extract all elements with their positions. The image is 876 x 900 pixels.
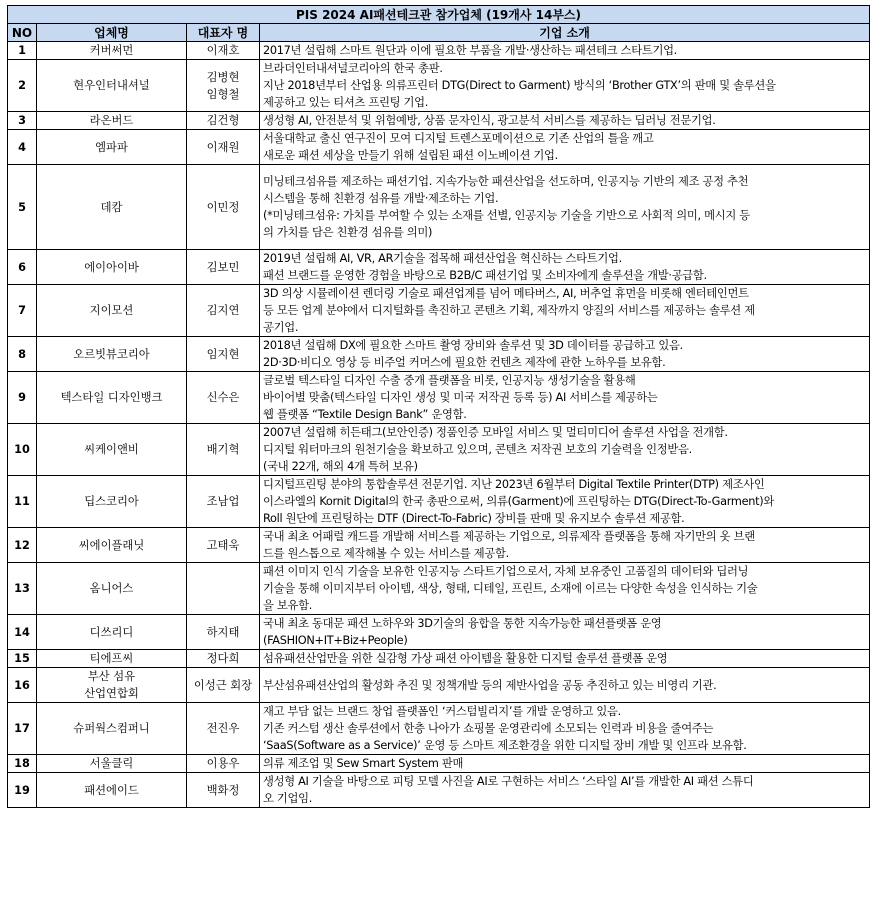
company-name: 딥스코리아 (84, 495, 139, 508)
description-line: (국내 22개, 해외 4개 특허 보유) (263, 460, 418, 473)
representative-cell (187, 42, 260, 60)
company-description-cell (260, 668, 870, 703)
company-name-cell (37, 528, 187, 563)
representative-cell (187, 668, 260, 703)
table-row (8, 650, 870, 668)
company-description-cell (260, 476, 870, 528)
description-line: 디지털 워터마크의 원천기술을 확보하고 있으며, 콘텐츠 저작권 보호의 기술력을 인정받음. (263, 443, 692, 456)
company-description-cell (260, 773, 870, 808)
company-name: 지이모션 (89, 304, 134, 317)
representative-cell (187, 130, 260, 165)
company-name: 부산 섬유 (87, 670, 136, 683)
description-line: 3D 의상 시뮬레이션 렌더링 기술로 패션업계를 넘어 메타버스, AI, 버추얼 휴먼을 비롯해 엔터테인먼트 (263, 287, 749, 300)
company-name: 데캄 (100, 200, 123, 214)
row-number: 8 (8, 337, 37, 372)
company-name-cell (37, 250, 187, 285)
header-rep: 대표자 명 (187, 24, 260, 42)
company-name-cell (37, 424, 187, 476)
representative-cell (187, 372, 260, 424)
company-name-cell (37, 476, 187, 528)
representative-cell (187, 755, 260, 773)
company-name-cell (37, 668, 187, 703)
table-row (8, 60, 870, 112)
company-name-cell (37, 285, 187, 337)
company-name: 에이아이바 (84, 260, 139, 274)
exhibitor-table (7, 5, 870, 808)
company-description-cell (260, 563, 870, 615)
representative-cell (187, 112, 260, 130)
company-name: 디쓰리디 (89, 625, 134, 639)
representative-cell (187, 476, 260, 528)
description-line: 패션 이미지 인식 기술을 보유한 인공지능 스타트기업으로서, 자체 보유중인 고품질의 데이터와 딥러닝 (263, 565, 749, 578)
company-name-cell (37, 42, 187, 60)
representative-name: 김지연 (206, 304, 240, 317)
row-number: 10 (8, 424, 37, 476)
representative-name: 이용우 (206, 757, 240, 770)
description-line: 글로벌 텍스타일 디자인 수출 중개 플랫폼을 비롯, 인공지능 생성기술을 활용해 (263, 374, 636, 387)
row-number: 7 (8, 285, 37, 337)
description-line: Roll 원단에 프린팅하는 DTF (Direct-To-Fabric) 장비를 판매 및 유지보수 솔루션 제공함. (263, 512, 685, 525)
description-line: 의류 제조업 및 Sew Smart System 판매 (263, 757, 464, 770)
row-number: 11 (8, 476, 37, 528)
representative-name: 전진우 (206, 722, 240, 735)
description-line: 재고 부담 없는 브랜드 창업 플랫폼인 ‘커스텀빌리지’를 개발 운영하고 있음. (263, 705, 621, 718)
header-desc: 기업 소개 (260, 24, 870, 42)
company-name: 라온버드 (89, 114, 134, 127)
description-line: 2019년 설립해 AI, VR, AR기술을 접목해 패션산업을 혁신하는 스타트기업. (263, 252, 622, 265)
representative-cell (187, 424, 260, 476)
company-name: 산업연합회 (84, 687, 139, 700)
company-description-cell (260, 42, 870, 60)
representative-cell (187, 773, 260, 808)
table-row (8, 615, 870, 650)
representative-cell (187, 563, 260, 615)
company-description-cell (260, 112, 870, 130)
company-name-cell (37, 703, 187, 755)
company-description-cell (260, 755, 870, 773)
row-number: 4 (8, 130, 37, 165)
description-line: ‘SaaS(Software as a Service)’ 운영 등 스마트 제조환경을 위한 디지털 장비 개발 및 인프라 보유함. (263, 739, 747, 752)
row-number: 16 (8, 668, 37, 703)
description-line: 국내 최초 동대문 패션 노하우와 3D기술의 융합을 통한 지속가능한 패션플랫폼 운영 (263, 617, 662, 630)
description-line: 기존 커스텀 생산 솔루션에서 한층 나아가 쇼핑몰 운영관리에 소모되는 인력과 비용을 줄여주는 (263, 722, 714, 735)
table-row (8, 372, 870, 424)
representative-name: 고태욱 (206, 538, 240, 552)
table-row (8, 703, 870, 755)
company-description-cell (260, 337, 870, 372)
table-row (8, 476, 870, 528)
company-name-cell (37, 165, 187, 250)
table-row (8, 755, 870, 773)
representative-name: 임지현 (206, 347, 240, 361)
company-name-cell (37, 615, 187, 650)
row-number: 1 (8, 42, 37, 60)
description-line: 서울대학교 출신 연구진이 모여 디지털 트렌스포메이션으로 기존 산업의 틀을 깨고 (263, 132, 654, 145)
representative-cell (187, 60, 260, 112)
description-line: 생성형 AI 기술을 바탕으로 피팅 모델 사진을 AI로 구현하는 서비스 ‘스타일 AI’를 개발한 AI 패션 스튜디 (263, 775, 754, 788)
table-body (8, 42, 870, 808)
description-line: 생성형 AI, 안전분석 및 위험예방, 상품 문자인식, 광고분석 서비스를 제공하는 딥러닝 전문기업. (263, 114, 716, 127)
description-line: 바이어별 맞춤(텍스타일 디자인 생성 및 미국 저작권 등록 등) AI 서비스를 제공하는 (263, 391, 658, 404)
row-number: 15 (8, 650, 37, 668)
company-description-cell (260, 165, 870, 250)
company-name: 서울클릭 (89, 757, 134, 770)
table-row (8, 130, 870, 165)
representative-name: 김건형 (206, 114, 240, 127)
description-line: 오 기업임. (263, 792, 313, 805)
table-row (8, 563, 870, 615)
row-number: 5 (8, 165, 37, 250)
company-name: 패션에이드 (84, 783, 139, 797)
table-row (8, 250, 870, 285)
row-number: 13 (8, 563, 37, 615)
description-line: 을 보유함. (263, 599, 313, 612)
company-name-cell (37, 60, 187, 112)
row-number: 17 (8, 703, 37, 755)
table-row (8, 424, 870, 476)
description-line: 국내 최초 어패럴 캐드를 개발해 서비스를 제공하는 기업으로, 의류제작 플랫폼을 통해 자기만의 옷 브랜 (263, 530, 755, 543)
representative-name: 이재호 (206, 44, 240, 57)
representative-name: 이성근 회장 (193, 678, 253, 692)
representative-name: 신수은 (206, 391, 240, 404)
representative-name: 김보민 (206, 260, 240, 274)
header-no: NO (8, 24, 37, 42)
company-name: 엠파파 (95, 140, 128, 154)
company-name: 슈퍼웍스컴퍼니 (73, 722, 150, 735)
description-line: 새로운 패션 세상을 만들기 위해 설립된 패션 이노베이션 기업. (263, 149, 558, 162)
description-line: 이스라엘의 Kornit Digital의 한국 총판으로써, 의류(Garment)에 프린팅하는 DTG(Direct-To-Garment)와 (263, 495, 774, 508)
description-line: 제공하고 있는 티셔츠 프린팅 기업. (263, 96, 429, 109)
table-row (8, 337, 870, 372)
exhibitor-table-container (7, 5, 869, 808)
description-line: (FASHION+IT+Biz+People) (263, 634, 408, 647)
company-description-cell (260, 424, 870, 476)
company-description-cell (260, 285, 870, 337)
company-name: 커버써먼 (89, 44, 134, 57)
description-line: 브라더인터내셔널코리아의 한국 총판. (263, 62, 443, 75)
company-description-cell (260, 650, 870, 668)
company-name: 옴니어스 (89, 582, 134, 595)
description-line: 2018년 설립해 DX에 필요한 스마트 촬영 장비와 솔루션 및 3D 데이터를 공급하고 있음. (263, 339, 683, 352)
description-line: 시스템을 통해 친환경 섬유를 개발·제조하는 기업. (263, 192, 499, 205)
representative-cell (187, 615, 260, 650)
company-description-cell (260, 130, 870, 165)
description-line: 디지털프린팅 분야의 통합솔루션 전문기업. 지난 2023년 6월부터 Digital Textile Printer(DTP) 제조사인 (263, 478, 765, 491)
row-number: 14 (8, 615, 37, 650)
company-name-cell (37, 563, 187, 615)
company-name: 텍스타일 디자인뱅크 (60, 391, 163, 404)
description-line: 의 가치를 담은 친환경 섬유를 의미) (263, 226, 433, 239)
description-line: 웹 플랫폼 “Textile Design Bank” 운영함. (263, 408, 467, 421)
representative-cell (187, 703, 260, 755)
representative-cell (187, 528, 260, 563)
table-title: PIS 2024 AI패션테크관 참가업체 (19개사 14부스) (8, 6, 870, 24)
description-line: 등 모든 업계 분야에서 디지털화를 촉진하고 콘텐츠 기획, 제작까지 양질의 서비스를 제공하는 솔루션 제 (263, 304, 755, 317)
representative-name: 조남업 (206, 495, 240, 508)
table-row (8, 112, 870, 130)
company-name-cell (37, 130, 187, 165)
table-row (8, 285, 870, 337)
description-line: 지난 2018년부터 산업용 의류프린터 DTG(Direct to Garment) 방식의 ‘Brother GTX’의 판매 및 솔루션을 (263, 79, 776, 92)
row-number: 3 (8, 112, 37, 130)
company-name: 티에프씨 (89, 652, 134, 665)
row-number: 2 (8, 60, 37, 112)
company-description-cell (260, 60, 870, 112)
company-name-cell (37, 337, 187, 372)
representative-name: 백화정 (206, 783, 240, 797)
company-name: 오르빗뷰코리아 (73, 347, 150, 361)
company-description-cell (260, 615, 870, 650)
row-number: 19 (8, 773, 37, 808)
table-row (8, 42, 870, 60)
representative-name: 이민정 (206, 200, 240, 214)
table-row (8, 165, 870, 250)
row-number: 6 (8, 250, 37, 285)
representative-name: 이재원 (206, 140, 240, 154)
company-name-cell (37, 372, 187, 424)
company-name: 현우인터내셔널 (73, 79, 150, 92)
description-line: 패션 브랜드를 운영한 경험을 바탕으로 B2B/C 패션기업 및 소비자에게 솔루션을 개발·공급함. (263, 269, 707, 282)
company-description-cell (260, 372, 870, 424)
company-name-cell (37, 112, 187, 130)
table-row (8, 668, 870, 703)
company-name-cell (37, 650, 187, 668)
row-number: 18 (8, 755, 37, 773)
company-name-cell (37, 755, 187, 773)
header-company: 업체명 (37, 24, 187, 42)
table-row (8, 528, 870, 563)
company-description-cell (260, 528, 870, 563)
representative-name: 김병현 (206, 70, 240, 84)
representative-cell (187, 165, 260, 250)
company-description-cell (260, 703, 870, 755)
description-line: 기술을 통해 이미지부터 아이템, 색상, 형태, 디테일, 프린트, 소재에 이르는 다양한 속성을 인식하는 기술 (263, 582, 758, 595)
description-line: 2017년 설립해 스마트 원단과 이에 필요한 부품을 개발·생산하는 패션테크 스타트기업. (263, 44, 677, 57)
representative-name: 배기혁 (206, 443, 240, 456)
description-line: 드를 원스톱으로 제작해볼 수 있는 서비스를 제공함. (263, 547, 509, 560)
description-line: 공기업. (263, 321, 299, 334)
description-line: 2007년 설립해 히든태그(보안인증) 정품인증 모바일 서비스 및 멀티미디어 솔루션 사업을 전개함. (263, 426, 728, 439)
header-row (8, 24, 870, 42)
row-number: 9 (8, 372, 37, 424)
representative-name: 임형철 (206, 87, 240, 101)
company-name: 씨케이앤비 (84, 443, 139, 456)
description-line: 미닝테크섬유를 제조하는 패션기업. 지속가능한 패션산업을 선도하며, 인공지능 기반의 제조 공정 추천 (263, 175, 749, 188)
representative-name: 하지태 (206, 625, 240, 639)
representative-cell (187, 250, 260, 285)
description-line: 부산섬유패션산업의 활성화 추진 및 정책개발 등의 제반사업을 공동 추진하고 있는 비영리 기관. (263, 678, 717, 692)
company-name-cell (37, 773, 187, 808)
description-line: (*미닝테크섬유: 가치를 부여할 수 있는 소재를 선별, 인공지능 기술을 기반으로 사회적 의미, 메시지 등 (263, 209, 750, 222)
company-name: 씨에이플래닛 (78, 538, 145, 552)
representative-cell (187, 285, 260, 337)
row-number: 12 (8, 528, 37, 563)
description-line: 섬유패션산업만을 위한 실감형 가상 패션 아이템을 활용한 디지털 솔루션 플랫폼 운영 (263, 652, 668, 665)
representative-cell (187, 650, 260, 668)
representative-cell (187, 337, 260, 372)
company-description-cell (260, 250, 870, 285)
table-row (8, 773, 870, 808)
table-title-row (8, 6, 870, 24)
description-line: 2D·3D·비디오 영상 등 비주얼 커머스에 필요한 컨텐츠 제작에 관한 노하우를 보유함. (263, 356, 666, 369)
representative-name: 정다희 (206, 652, 240, 665)
